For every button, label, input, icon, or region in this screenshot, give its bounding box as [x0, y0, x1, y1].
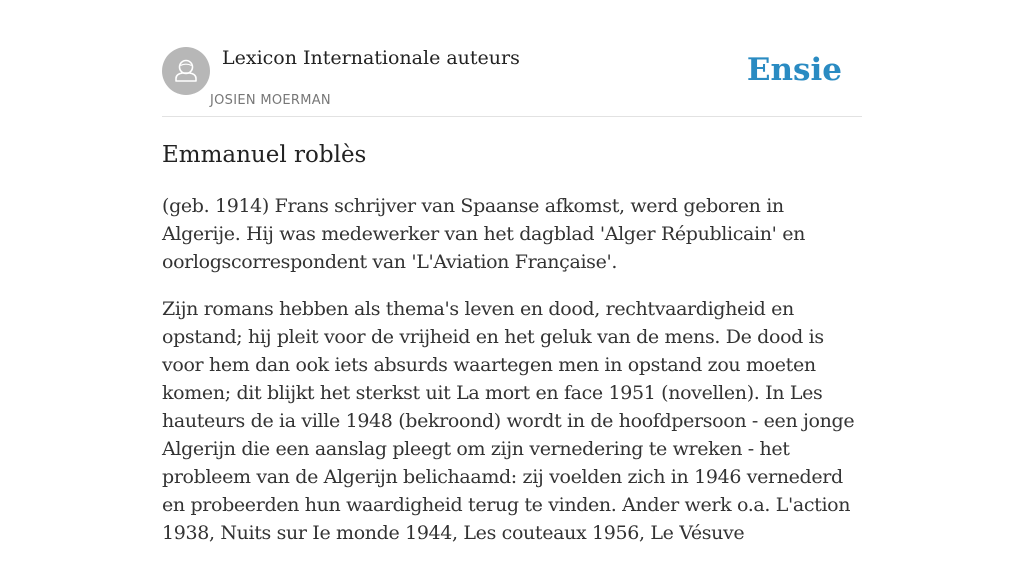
- source-title[interactable]: Lexicon Internationale auteurs: [222, 47, 520, 69]
- author-name[interactable]: JOSIEN MOERMAN: [210, 93, 331, 108]
- brand-logo[interactable]: Ensie: [746, 52, 842, 88]
- article-header: [162, 46, 862, 117]
- author-avatar[interactable]: [162, 47, 210, 95]
- paragraph: Zijn romans hebben als thema's leven en dood, rechtvaardigheid en opstand; hij pleit voor de vrijheid en het geluk van de mens. De dood is voor hem dan ook iets absurds waartegen men in opstand zou moeten komen; dit blijkt het sterkst uit La mort en face 1951 (novellen). In Les hauteurs de ia ville 1948 (bekroond) wordt in de hoofdpersoon - een jonge Algerijn die een aanslag pleegt om zijn vernedering te wreken - het probleem van de Algerijn belichaamd: zij voelden zich in 1946 vernederd en probeerden hun waardigheid terug te vinden. Ander werk o.a. L'action 1938, Nuits sur Ie monde 1944, Les couteaux 1956, Le Vésuve: [162, 298, 855, 544]
- article-body: [162, 192, 864, 566]
- article-title: Emmanuel roblès: [162, 142, 367, 168]
- paragraph: (geb. 1914) Frans schrijver van Spaanse afkomst, werd geboren in Algerije. Hij was medewerker van het dagblad 'Alger Républicain' en oorlogscorrespondent van 'L'Aviation Française'.: [162, 195, 805, 273]
- user-icon: [162, 47, 210, 95]
